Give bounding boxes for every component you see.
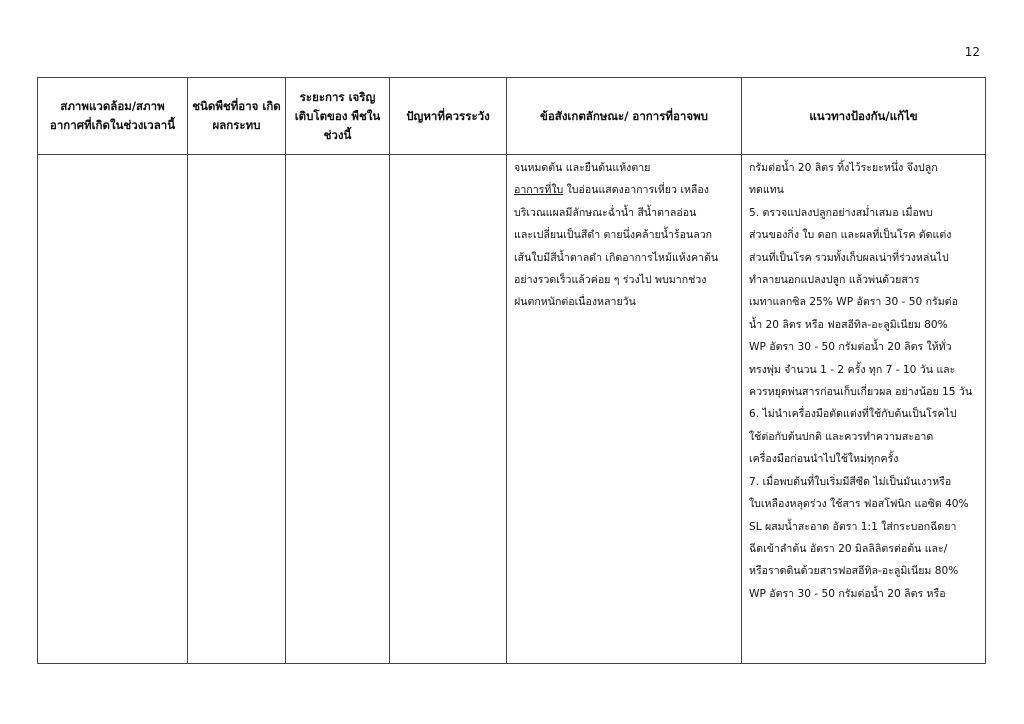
solution-line: WP อัตรา 30 - 50 กรัมต่อน้ำ 20 ลิตร หรือ: [749, 587, 946, 600]
cell-affected-plants: [188, 155, 286, 664]
solution-line: กรัมต่อน้ำ 20 ลิตร ทิ้งไว้ระยะหนึ่ง จึงปลูก: [749, 162, 938, 174]
solution-line: WP อัตรา 30 - 50 กรัมต่อน้ำ 20 ลิตร ให้ทั่ว: [749, 341, 952, 354]
solution-line: เครื่องมือก่อนนำไปใช้ใหม่ทุกครั้ง: [749, 453, 899, 466]
symptom-line: อย่างรวดเร็วแล้วค่อย ๆ ร่วงไป พบมากช่วง: [514, 274, 707, 287]
table-row: [38, 155, 986, 664]
solution-line: 6. ไม่นำเครื่องมือตัดแต่งที่ใช้กับต้นเป็นโรคไป: [749, 408, 957, 421]
leaf-symptom-label: อาการที่ใบ: [514, 184, 564, 197]
solution-line: ทดแทน: [749, 184, 784, 197]
symptom-line: เส้นใบมีสีน้ำตาลดำ เกิดอาการไหม้แห้งคาต้น: [514, 251, 719, 264]
solution-line: ใบเหลืองหลุดร่วง ใช้สาร ฟอสโฟนิก แอซิด 40%: [749, 498, 969, 511]
symptom-line: และเปลี่ยนเป็นสีดำ ตายนึ่งคล้ายน้ำร้อนลวก: [514, 229, 713, 242]
solution-line: ใช้ต่อกับต้นปกติ และควรทำความสะอาด: [749, 430, 934, 443]
crop-guidance-table: [37, 77, 986, 664]
symptom-line-leaf: [514, 179, 735, 201]
solution-line: น้ำ 20 ลิตร หรือ ฟอสอีทิล-อะลูมิเนียม 80%: [749, 318, 948, 331]
header-affected-plants: ชนิดพืชที่อาจ เกิดผลกระทบ: [188, 78, 286, 155]
table-header-row: [38, 78, 986, 155]
solution-line: หรือราดดินด้วยสารฟอสอีทิล-อะลูมิเนียม 80%: [749, 565, 959, 578]
solution-line: ควรหยุดพ่นสารก่อนเก็บเกี่ยวผล อย่างน้อย 15 วัน: [749, 386, 973, 399]
page-number: 12: [964, 45, 980, 59]
cell-symptoms: [507, 155, 742, 664]
cell-solution: [742, 155, 986, 664]
cell-growth-stage: [286, 155, 390, 664]
cell-environment: [38, 155, 188, 664]
leaf-symptom-text: ใบอ่อนแสดงอาการเหี่ยว เหลือง: [563, 184, 709, 197]
header-solution: แนวทางป้องกัน/แก้ไข: [742, 78, 986, 155]
solution-line: ส่วนที่เป็นโรค รวมทั้งเก็บผลเน่าที่ร่วงหล่นไป: [749, 251, 949, 264]
solution-line: ทรงพุ่ม จำนวน 1 - 2 ครั้ง ทุก 7 - 10 วัน และ: [749, 363, 956, 376]
solution-line: 7. เมื่อพบต้นที่ใบเริ่มมีสีซีด ไม่เป็นมันเงาหรือ: [749, 475, 952, 488]
header-growth-stage: ระยะการ เจริญเติบโตของ พืชในช่วงนี้: [286, 78, 390, 155]
solution-line: SL ผสมน้ำสะอาด อัตรา 1:1 ใส่กระบอกฉีดยา: [749, 520, 957, 533]
solution-line: เมทาแลกซิล 25% WP อัตรา 30 - 50 กรัมต่อ: [749, 296, 958, 309]
solution-line: 5. ตรวจแปลงปลูกอย่างสม่ำเสมอ เมื่อพบ: [749, 206, 933, 219]
cell-problem: [390, 155, 507, 664]
header-problem: ปัญหาที่ควรระวัง: [390, 78, 507, 155]
solution-line: ทำลายนอกแปลงปลูก แล้วพ่นด้วยสาร: [749, 274, 920, 287]
symptom-line: จนหมดต้น และยืนต้นแห้งตาย: [514, 162, 651, 174]
header-symptoms: ข้อสังเกตลักษณะ/ อาการที่อาจพบ: [507, 78, 742, 155]
symptom-line: บริเวณแผลมีลักษณะฉ่ำน้ำ สีน้ำตาลอ่อน: [514, 206, 697, 219]
symptom-line: ฝนตกหนักต่อเนื่องหลายวัน: [514, 296, 636, 309]
solution-line: ส่วนของกิ่ง ใบ ดอก และผลที่เป็นโรค ตัดแต่ง: [749, 229, 952, 242]
solution-line: ฉีดเข้าลำต้น อัตรา 20 มิลลิลิตรต่อต้น และ/: [749, 542, 948, 555]
header-environment: สภาพแวดล้อม/สภาพ อากาศที่เกิดในช่วงเวลานี้: [38, 78, 188, 155]
